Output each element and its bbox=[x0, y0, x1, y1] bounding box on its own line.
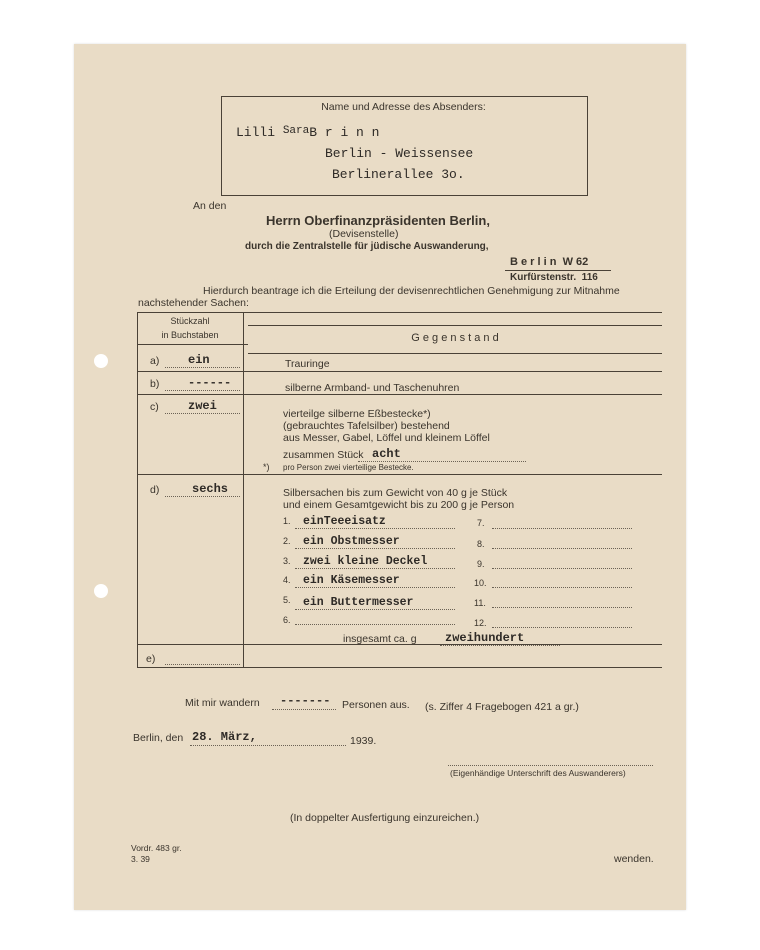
sender-street: Berlinerallee 3o. bbox=[332, 167, 465, 182]
item-num-3: 3. bbox=[283, 556, 291, 566]
item-num-11: 11. bbox=[474, 598, 486, 608]
recipient-rule bbox=[505, 270, 611, 271]
persons-prefix: Mit mir wandern bbox=[185, 697, 260, 709]
punch-hole-top bbox=[94, 354, 108, 368]
item-num-8: 8. bbox=[477, 539, 485, 549]
item-line-4 bbox=[295, 587, 455, 588]
row-d-total-line bbox=[440, 645, 560, 646]
recipient-title: Herrn Oberfinanzpräsidenten Berlin, bbox=[266, 213, 490, 228]
row-c-qty: zwei bbox=[188, 399, 217, 413]
item-num-6: 6. bbox=[283, 615, 291, 625]
table-top-rule bbox=[137, 312, 662, 313]
recipient-city: B e r l i n W 62 bbox=[510, 256, 589, 268]
row-b-qty-line bbox=[165, 390, 240, 391]
col-qty-header-2: in Buchstaben bbox=[161, 330, 219, 340]
recipient-street: Kurfürstenstr. 116 bbox=[510, 272, 598, 283]
turn-over-note: wenden. bbox=[614, 853, 654, 865]
row-c-footnote: pro Person zwei vierteilige Bestecke. bbox=[283, 463, 414, 472]
col-qty-header-1: Stückzahl bbox=[170, 316, 210, 326]
row-d-line2: und einem Gesamtgewicht bis zu 200 g je Person bbox=[283, 499, 515, 511]
item-line-11 bbox=[492, 607, 632, 608]
row-c-qty-line bbox=[165, 413, 240, 414]
sender-city: Berlin - Weissensee bbox=[325, 146, 474, 161]
item-line-10 bbox=[492, 587, 632, 588]
item-num-1: 1. bbox=[283, 516, 291, 526]
row-c-line3: aus Messer, Gabel, Löffel und kleinem Löffel bbox=[283, 432, 490, 444]
item-line-3 bbox=[295, 568, 455, 569]
table-header-rule-right bbox=[248, 325, 662, 326]
duplicate-note: (In doppelter Ausfertigung einzureichen.) bbox=[290, 812, 480, 824]
item-value-5: ein Buttermesser bbox=[303, 596, 414, 609]
item-line-12 bbox=[492, 627, 632, 628]
table-left-border bbox=[137, 312, 138, 667]
date-year: 1939. bbox=[350, 735, 377, 747]
persons-note: (s. Ziffer 4 Fragebogen 421 a gr.) bbox=[425, 701, 579, 713]
item-num-12: 12. bbox=[474, 618, 487, 628]
item-line-1 bbox=[295, 528, 455, 529]
row-d-total-label: insgesamt ca. g bbox=[343, 633, 417, 645]
row-b-item: silberne Armband- und Taschenuhren bbox=[285, 382, 460, 394]
row-c-letter: c) bbox=[150, 401, 159, 413]
persons-suffix: Personen aus. bbox=[342, 699, 410, 711]
table-bottom-rule bbox=[137, 667, 662, 668]
sender-name: Lilli $^{Sara}$B r i n n bbox=[236, 125, 380, 140]
table-header-rule-left bbox=[137, 344, 248, 345]
recipient-via: durch die Zentralstelle für jüdische Auswanderung, bbox=[245, 241, 489, 252]
item-line-9 bbox=[492, 568, 632, 569]
row-a-qty: ein bbox=[188, 353, 210, 367]
item-num-7: 7. bbox=[477, 518, 485, 528]
row-d-qty: sechs bbox=[192, 482, 229, 496]
row-b-rule bbox=[137, 394, 662, 395]
row-b-letter: b) bbox=[150, 378, 160, 390]
table-header-bottom-rule bbox=[248, 353, 662, 354]
row-c-line2: (gebrauchtes Tafelsilber) bestehend bbox=[283, 420, 450, 432]
table-column-divider bbox=[243, 312, 244, 667]
row-e-qty-line bbox=[165, 664, 240, 665]
row-c-rule bbox=[137, 474, 662, 475]
an-den: An den bbox=[193, 200, 227, 212]
row-c-total-label: zusammen Stück bbox=[283, 449, 364, 461]
item-line-2 bbox=[295, 548, 455, 549]
row-c-footnote-mark: *) bbox=[263, 462, 270, 472]
col-item-header: G e g e n s t a n d bbox=[411, 332, 499, 344]
row-a-letter: a) bbox=[150, 355, 160, 367]
item-line-5 bbox=[295, 609, 455, 610]
item-line-8 bbox=[492, 548, 632, 549]
item-num-4: 4. bbox=[283, 575, 291, 585]
recipient-dept: (Devisenstelle) bbox=[329, 228, 399, 240]
row-c-line1: vierteilge silberne Eßbestecke*) bbox=[283, 408, 431, 420]
row-a-item: Trauringe bbox=[285, 358, 330, 370]
item-num-9: 9. bbox=[477, 559, 485, 569]
row-d-letter: d) bbox=[150, 484, 160, 496]
form-date: 3. 39 bbox=[131, 854, 150, 864]
date-line bbox=[190, 745, 346, 746]
request-line1: Hierdurch beantrage ich die Erteilung der devisenrechtlichen Genehmigung zur Mitnahme bbox=[203, 285, 620, 297]
persons-line bbox=[272, 709, 336, 710]
request-line2: nachstehender Sachen: bbox=[138, 297, 249, 309]
date-value: 28. März, bbox=[192, 730, 257, 744]
item-value-2: ein Obstmesser bbox=[303, 535, 400, 548]
item-value-3: zwei kleine Deckel bbox=[303, 555, 428, 568]
item-num-2: 2. bbox=[283, 536, 291, 546]
row-d-qty-line bbox=[165, 496, 240, 497]
signature-line bbox=[448, 765, 653, 766]
date-prefix: Berlin, den bbox=[133, 732, 184, 744]
item-line-6 bbox=[295, 624, 455, 625]
item-line-7 bbox=[492, 528, 632, 529]
form-number: Vordr. 483 gr. bbox=[131, 843, 182, 853]
item-num-10: 10. bbox=[474, 578, 487, 588]
item-num-5: 5. bbox=[283, 595, 291, 605]
row-a-rule bbox=[137, 371, 662, 372]
row-e-letter: e) bbox=[146, 653, 156, 665]
row-c-total-line bbox=[358, 461, 526, 462]
item-value-4: ein Käsemesser bbox=[303, 574, 400, 587]
persons-value: ------- bbox=[280, 694, 331, 708]
row-b-qty: ------ bbox=[188, 376, 232, 390]
item-value-1: einTeeeisatz bbox=[303, 515, 386, 528]
sender-heading: Name und Adresse des Absenders: bbox=[321, 101, 486, 113]
punch-hole-bottom bbox=[94, 584, 108, 598]
signature-label: (Eigenhändige Unterschrift des Auswanderers) bbox=[450, 768, 626, 778]
row-c-total-value: acht bbox=[372, 447, 401, 461]
row-d-line1: Silbersachen bis zum Gewicht von 40 g je Stück bbox=[283, 487, 508, 499]
row-d-total-value: zweihundert bbox=[445, 631, 525, 645]
row-a-qty-line bbox=[165, 367, 240, 368]
